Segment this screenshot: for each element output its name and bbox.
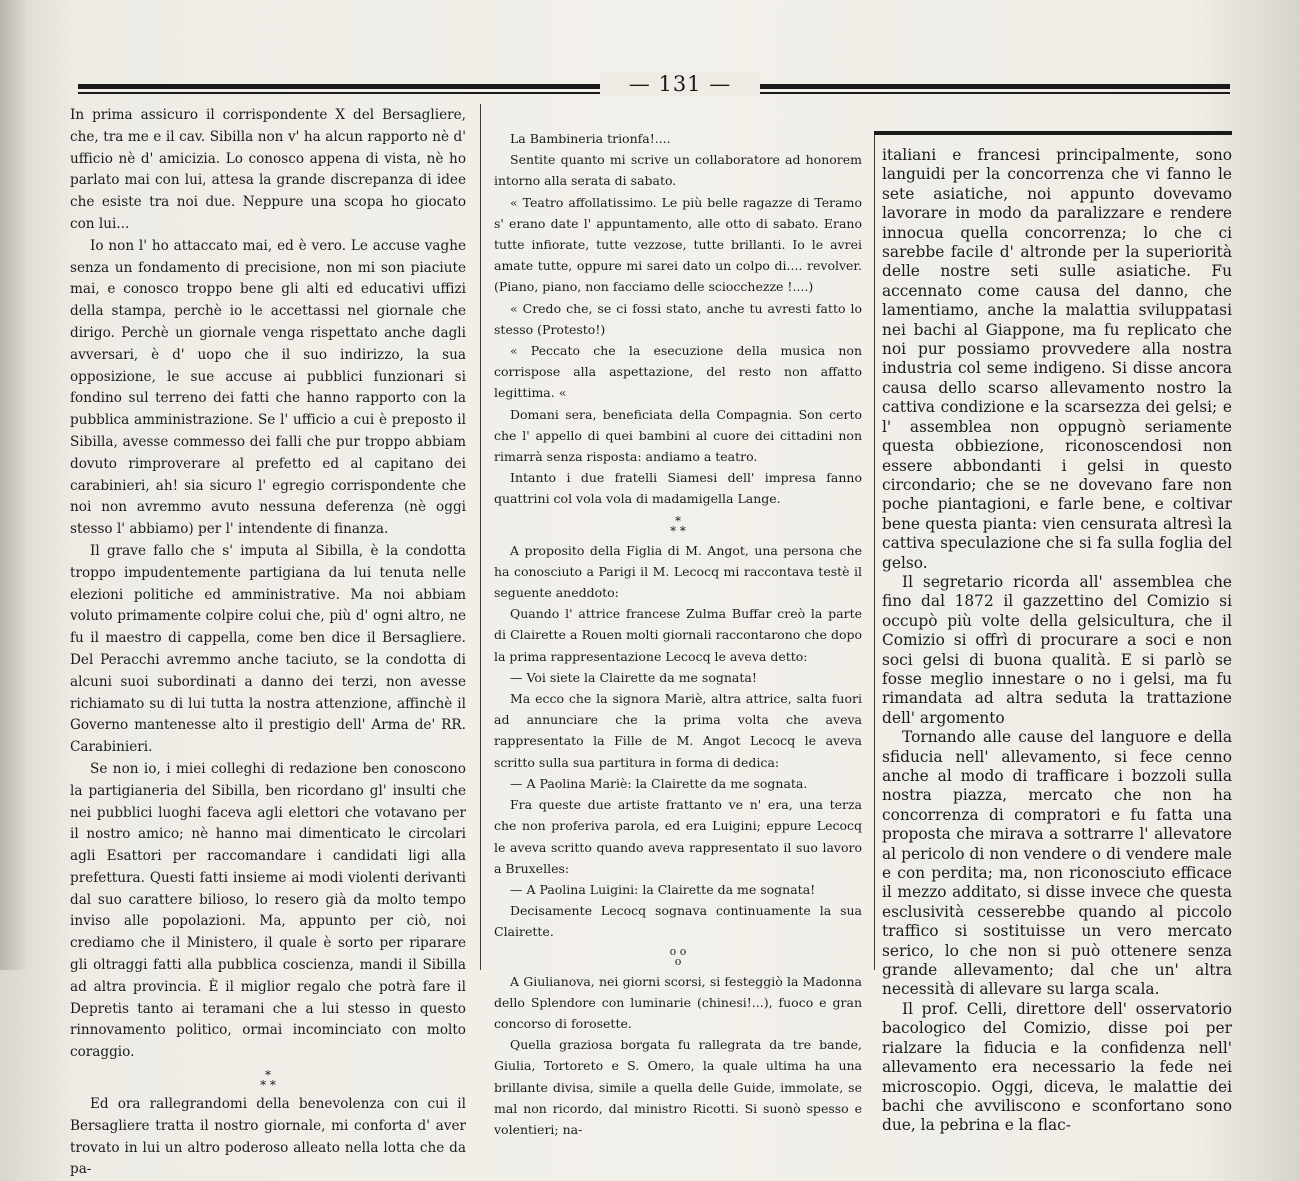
paragraph: italiani e francesi principalmente, sono languidi per la concorrenza che vi fanno le sete asiatiche, noi appunto dovevamo lavorare in modo da paralizzare e rendere innocua quella concorrenza; lo che ci sarebbe facile d' altronde per la superiorità delle nostre seti sulle asiatiche. Fu accennato come causa del danno, che lamentiamo, anche la malattia sviluppatasi nei bachi al Giappone, ma fu replicato che noi pur possiamo provvedere alla nostra industria col seme indigeno. Si disse ancora causa dello scarso allevamento nostro la cattiva condizione e la scarsezza dei gelsi; e l' assemblea non oppugnò seriamente questa obbiezione, riconoscendosi non essere abbondanti i gelsi in questo circondario; che se ne dovevano fare non poche piantagioni, e farle bene, e coltivar bene questa pianta: vien censurata altresì la cattiva speculazione che si fa sulla foglia del gelso. [882, 146, 1232, 572]
paragraph: « Peccato che la esecuzione della musica non corrispose alla aspettazione, del resto non affatto legittima. « [494, 343, 862, 401]
paragraph: Io non l' ho attaccato mai, ed è vero. Le accuse vaghe senza un fondamento di precisione, non mi son piaciute mai, e conosco troppo bene gli alti ed educativi uffizi della stampa, perchè io le accettassi nel giornale che dirigo. Perchè un giornale venga rispettato anche dagli avversari, è d' uopo che il suo indirizzo, la sua opposizione, le sue accuse ai pubblici funzionari si fondino sul terreno dei fatti che hanno rapporto con la pubblica amministrazione. Se l' ufficio a cui è preposto il Sibilla, avesse commesso dei falli che pur troppo abbiam dovuto rimproverare al prefetto ed al capitano dei carabinieri, ah! sia sicuro l' egregio corrispondente che noi non avremmo avuto nessuna deferenza (nè oggi stesso l' abbiamo) per l' intendente di finanza. [70, 237, 466, 538]
page-gutter-shadow [0, 0, 28, 970]
paragraph: Quando l' attrice francese Zulma Buffar creò la parte di Clairette a Rouen molti giornali raccontarono che dopo la prima rappresentazione Lecocq le aveva detto: [494, 606, 862, 664]
paragraph: Ma ecco che la signora Mariè, altra attrice, salta fuori ad annunciare che la prima volta che aveva rappresentato la Fille de M. Angot Lecocq le aveva scritto sulla sua partitura in forma di dedica: [494, 691, 862, 770]
page-number: — 131 — [600, 72, 760, 96]
paragraph: A proposito della Figlia di M. Angot, una persona che ha conosciuto a Parigi il M. Lecocq mi raccontava testè il seguente aneddoto: [494, 542, 862, 601]
paragraph: — Voi siete la Clairette da me sognata! [510, 669, 757, 685]
paragraph: Sentite quanto mi scrive un collaboratore ad honorem intorno alla serata di sabato. [494, 152, 862, 189]
section-separator-asterisks: * * * [670, 513, 686, 538]
paragraph: In prima assicuro il corrispondente X del Bersagliere, che, tra me e il cav. Sibilla non v' ha alcun rapporto nè d' ufficio nè d' amicizia. Lo conosco appena di vista, nè ho parlato mai con lui, attesa la grande discrepanza di idee che esiste tra noi due. Neppure una scopa ho giocato con lui... [70, 107, 466, 232]
paragraph: « Teatro affollatissimo. Le più belle ragazze di Teramo s' erano date l' appuntamento, alle otto di sabato. Erano tutte infiorate, tutte vezzose, tutte brillanti. Io le avrei amate tutte, oppure mi sarei dato un colpo di.... revolver. (Piano, piano, non facciamo delle sciocchezze !....) [494, 194, 862, 295]
article-column-right [882, 146, 1232, 1136]
paragraph: Decisamente Lecocq sognava continuamente la sua Clairette. [494, 903, 862, 940]
paragraph: Il grave fallo che s' imputa al Sibilla, è la condotta troppo impudentemente partigiana da lui tenuta nelle elezioni politiche ed amministrative. Ma noi abbiam voluto primamente colpire colui che, più d' ogni altro, ne fu il maestro di cappella, come ben dice il Bersagliere. Del Peracchi avremmo anche taciuto, se la condotta di alcuni suoi subordinati a danno dei terzi, non avesse richiamato su di lui tutta la nostra attenzione, affinchè il Governo mantenesse alto il prestigio dell' Arma de' RR. Carabinieri. [70, 542, 466, 756]
paragraph: « Credo che, se ci fossi stato, anche tu avresti fatto lo stesso (Protesto!) [494, 300, 862, 337]
paragraph: Fra queste due artiste frattanto ve n' era, una terza che non proferiva parola, ed era Luigini; eppure Lecocq le aveva scritto quando aveva rappresentato il suo lavoro a Bruxelles: [494, 797, 862, 876]
paragraph: Se non io, i miei colleghi di redazione ben conoscono la partigianeria del Sibilla, ben ricordano gl' insulti che nei pubblici luoghi faceva agli elettori che votavano per il nostro amico; nè hanno mai dimenticato le circolari agli Esattori per raccomandare i candidati ligi alla prefettura. Questi fatti insieme ai modi violenti derivanti dal suo carattere bilioso, lo resero già da molto tempo inviso alle popolazioni. Ma, appunto per ciò, noi crediamo che il Ministero, il quale è sorto per riparare gli oltraggi fatti alla pubblica coscienza, mandi il Sibilla ad altra provincia. È il miglior regalo che potrà fare il Depretis tanto ai teramani che a lui stesso in questo rinnovamento politico, ormai incominciato con molto coraggio. [70, 760, 466, 1061]
paragraph: Domani sera, beneficiata della Compagnia. Son certo che l' appello di quei bambini al cuore dei cittadini non rimarrà senza risposta: andiamo a teatro. [494, 406, 862, 465]
section-separator-asterisks: * * * [260, 1068, 276, 1093]
article-column-middle [494, 128, 862, 1140]
section-separator-dots: o o o [669, 944, 687, 968]
paragraph: Ed ora rallegrandomi della benevolenza con cui il Bersagliere tratta il nostro giornale, mi conforta d' aver trovato in lui un altro poderoso alleato nella lotta che da pa- [70, 1096, 466, 1178]
paragraph: — A Paolina Luigini: la Clairette da me sognata! [510, 881, 816, 897]
paragraph: A Giulianova, nei giorni scorsi, si festeggiò la Madonna dello Splendore con luminarie (chinesi!...), fuoco e gran concorso di forosette. [494, 973, 862, 1031]
article-column-left [70, 105, 466, 1181]
column-top-rule [874, 131, 1232, 135]
paragraph: Quella graziosa borgata fu rallegrata da tre bande, Giulia, Tortoreto e S. Omero, la quale ultima ha una brillante divisa, simile a quella delle Guide, immolate, se mal non ricordo, dal ministro Ricotti. Si suonò spesso e volentieri; na- [494, 1037, 862, 1137]
column-divider-left [480, 104, 481, 970]
paragraph: Intanto i due fratelli Siamesi dell' impresa fanno quattrini col vola vola di madamigella Lange. [494, 470, 862, 507]
column-divider-right [874, 134, 875, 970]
paragraph: La Bambineria trionfa!.... [510, 131, 671, 146]
paragraph: — A Paolina Mariè: la Clairette da me sognata. [510, 775, 808, 791]
paragraph: Il prof. Celli, direttore dell' osservatorio bacologico del Comizio, disse poi per rialzare la fiducia e la confidenza nell' allevamento era necessario la fede nei microscopio. Oggi, diceva, le malattie dei bachi che avviliscono e sconfortano sono due, la pebrina e la flac- [882, 999, 1232, 1135]
paragraph: Il segretario ricorda all' assemblea che fino dal 1872 il gazzettino del Comizio si occupò più volte della gelsicultura, che il Comizio si offrì di procurare a soci e non soci gelsi di buona qualità. E si parlò se fosse meglio innestare o no i gelsi, ma fu rimandata ad altra seduta la trattazione dell' argomento [882, 572, 1232, 727]
paragraph: Tornando alle cause del languore e della sfiducia nell' allevamento, si fece cenno anche al modo di trafficare i bozzoli sulla nostra piazza, mercato che non ha concorrenza di compratori e fu fatta una proposta che mirava a sottrarre l' allevatore al pericolo di non vendere o di vendere male e con perdita; ma, non riconosciuto efficace il mezzo additato, si disse invece che questa esclusività cesserebbe quando al piccolo traffico si sostituisse un vero mercato serico, lo che non si può ottenere senza grande allevamento; dal che un' altra necessità di allevare su larga scala. [882, 728, 1232, 999]
